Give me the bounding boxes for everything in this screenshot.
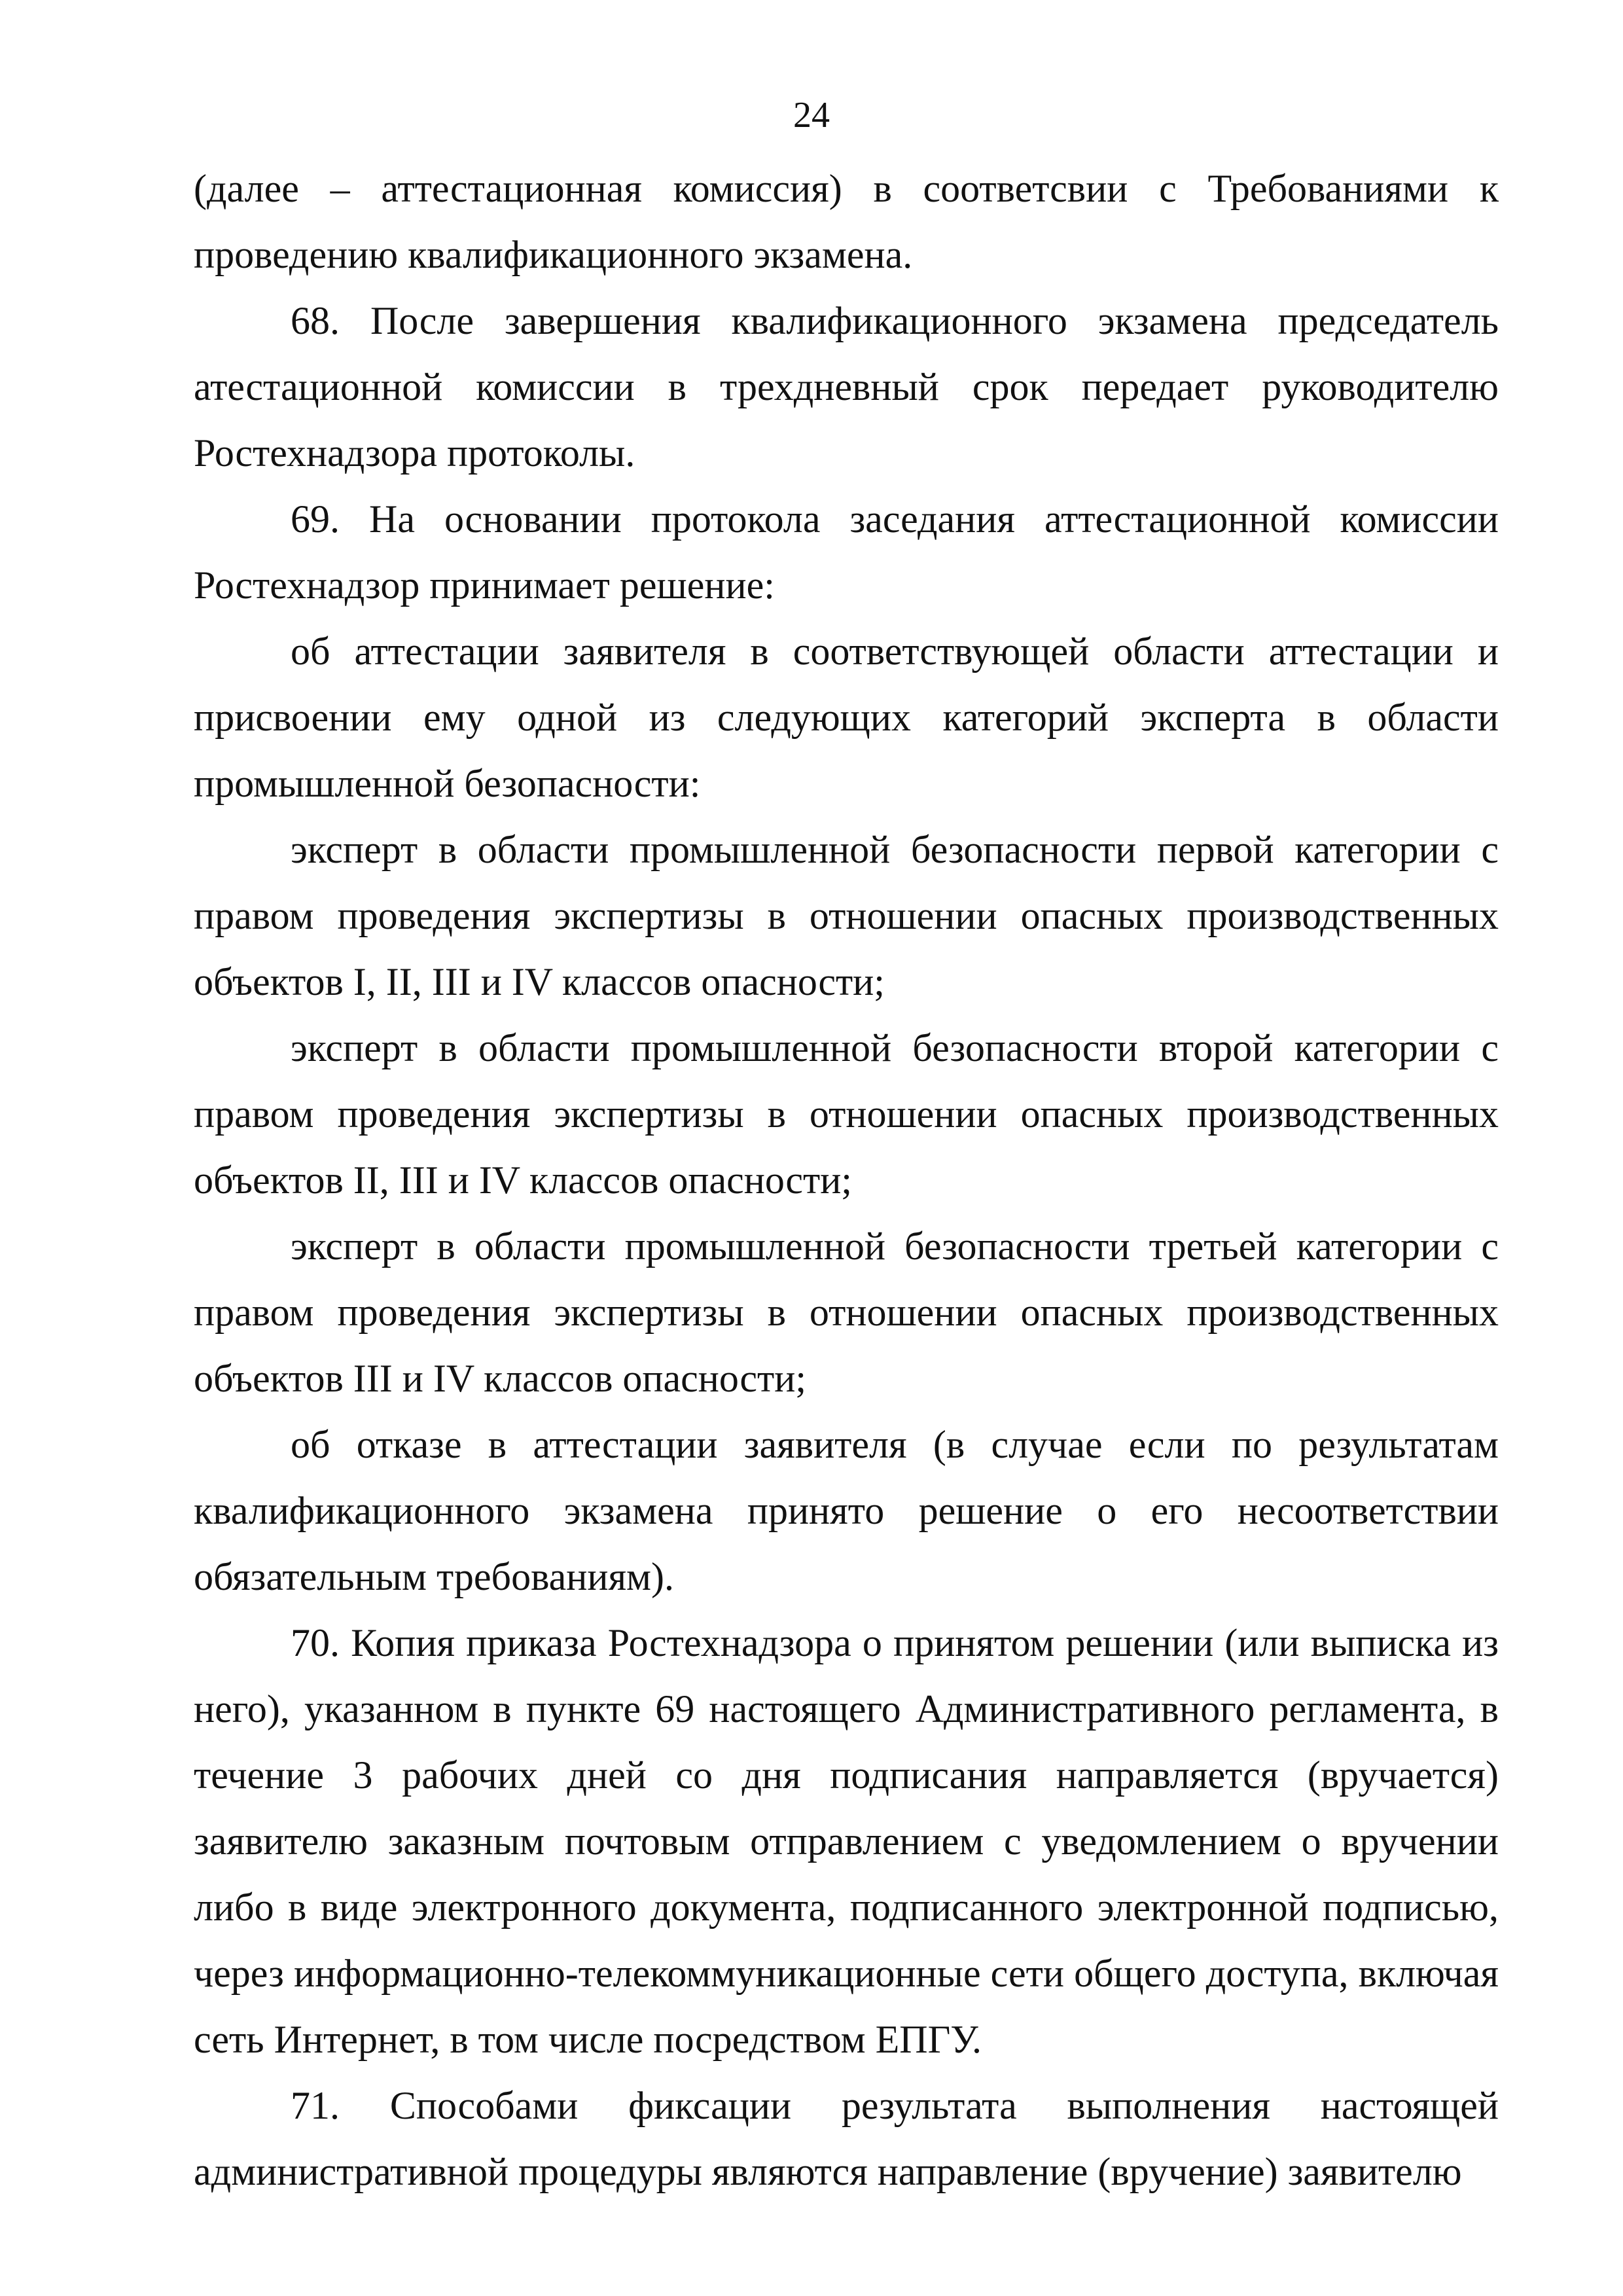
paragraph-69: 69. На основании протокола заседания аттестационной комиссии Ростехнадзор принимает решение: (194, 497, 1499, 607)
paragraph-69-category-1: эксперт в области промышленной безопасности первой категории с правом проведения экспертизы в отношении опасных производственных объектов I, II, III и IV классов опасности; (194, 828, 1499, 1003)
paragraph-69-refusal: об отказе в аттестации заявителя (в случае если по результатам квалификационного экзамена принято решение о его несоответствии обязательным требованиям). (194, 1423, 1499, 1598)
paragraph-70: 70. Копия приказа Ростехнадзора о принятом решении (или выписка из него), указанном в пункте 69 настоящего Административного регламента, в течение 3 рабочих дней со дня подписания направляется (вручается) заявителю заказным почтовым отправлением с уведомлением о вручении либо в виде электронного документа, подписанного электронной подписью, через информационно-телекоммуникационные сети общего доступа, включая сеть Интернет, в том числе посредством ЕПГУ. (194, 1621, 1499, 2061)
paragraph-69-attestation: об аттестации заявителя в соответствующей области аттестации и присвоении ему одной из следующих категорий эксперта в области промышленной безопасности: (194, 630, 1499, 805)
paragraph-69-category-3: эксперт в области промышленной безопасности третьей категории с правом проведения экспертизы в отношении опасных производственных объектов III и IV классов опасности; (194, 1225, 1499, 1400)
paragraph-71: 71. Способами фиксации результата выполнения настоящей административной процедуры являются направление (вручение) заявителю (194, 2084, 1499, 2193)
paragraph-commission-continuation: (далее – аттестационная комиссия) в соответсвии с Требованиями к проведению квалификационного экзамена. (194, 167, 1499, 276)
paragraph-69-category-2: эксперт в области промышленной безопасности второй категории с правом проведения экспертизы в отношении опасных производственных объектов II, III и IV классов опасности; (194, 1026, 1499, 1202)
document-body (194, 156, 1499, 2205)
page-number: 24 (793, 95, 830, 135)
paragraph-68: 68. После завершения квалификационного экзамена председатель атестационной комиссии в трехдневный срок передает руководителю Ростехнадзора протоколы. (194, 299, 1499, 475)
